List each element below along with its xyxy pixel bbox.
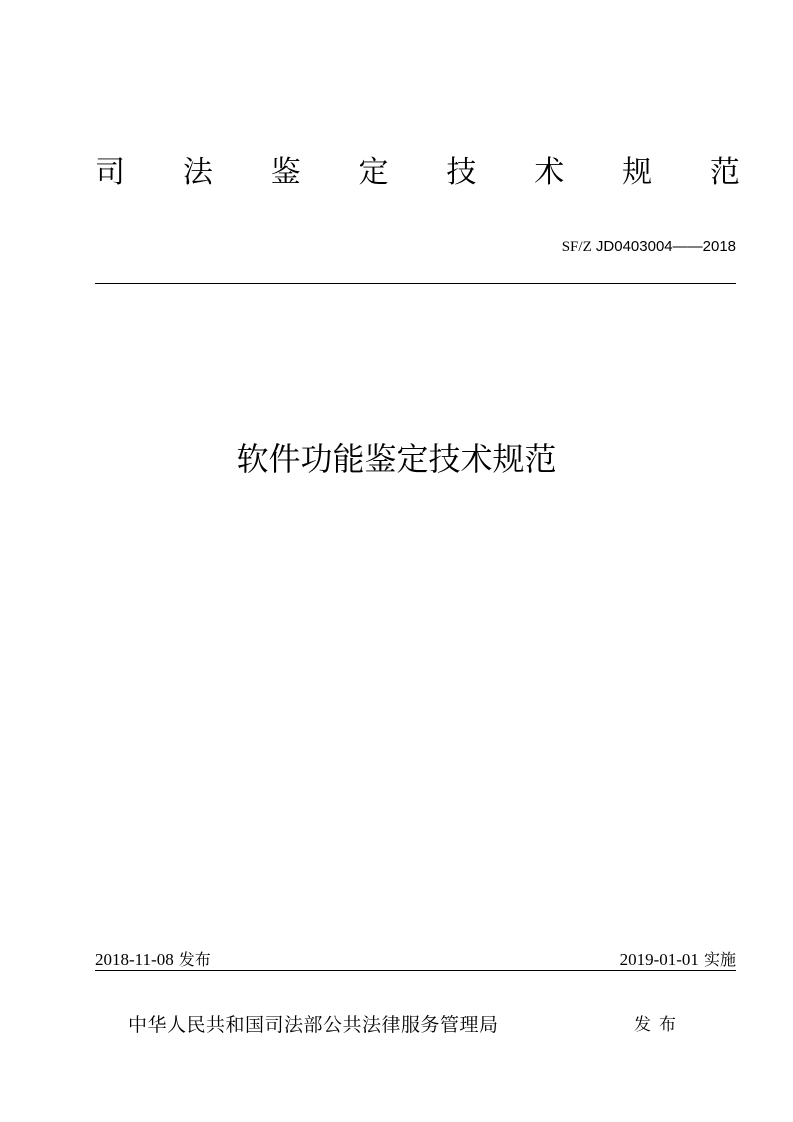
standard-number-code: JD0403004——2018: [591, 238, 736, 255]
standard-number: [562, 234, 736, 259]
heading-char: 术: [534, 155, 565, 190]
effective-date-line: [620, 948, 736, 972]
bottom-divider: [95, 970, 736, 971]
heading-char: 司: [95, 155, 125, 190]
heading-char: 鉴: [270, 155, 301, 190]
effective-date: 2019-01-01: [619, 950, 699, 969]
publish-date-line: [95, 948, 211, 972]
heading-char: 技: [446, 155, 477, 190]
issuing-authority: 中华人民共和国司法部公共法律服务管理局: [128, 1014, 499, 1036]
effective-label: 实施: [698, 950, 736, 969]
publish-date: 2018-11-08: [95, 950, 174, 969]
heading-char: 规: [622, 155, 653, 190]
heading-char: 定: [358, 155, 389, 190]
heading-char: 法: [182, 155, 213, 190]
publish-label: 发布: [173, 950, 211, 969]
issue-label: 发布: [634, 1015, 684, 1035]
top-divider: [95, 283, 736, 284]
document-title: 软件功能鉴定技术规范: [236, 440, 557, 478]
standard-number-prefix: SF/Z: [561, 239, 592, 255]
heading-char: 范: [709, 155, 740, 190]
document-category-heading: [95, 150, 740, 196]
